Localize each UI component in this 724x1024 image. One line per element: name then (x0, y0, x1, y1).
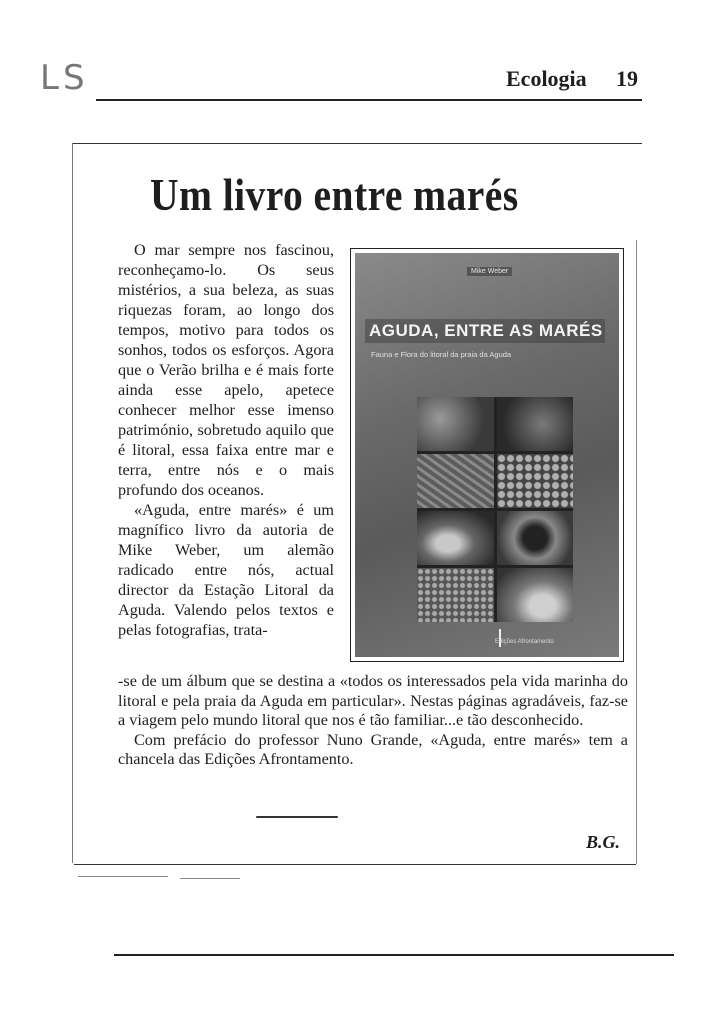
author-signature: B.G. (586, 832, 621, 852)
barnacles-photo-icon (497, 454, 574, 508)
page-bottom-rule (114, 954, 674, 956)
article-box-left-border (72, 143, 73, 863)
article-paragraph-1: O mar sempre nos fascinou, reconheçamo-lo. Os seus mistérios, a sua beleza, as suas riquezas foram, ao longo dos tempos, motivo para todos os sonhos, todos os esforços. Agora que o Verão brilha e é mais forte ainda esse apelo, apetece conhecer melhor esse imenso património, sobretudo aquilo que é litoral, essa faixa entre mar e terra, entre nós e o mais profundo dos oceanos. (118, 241, 334, 499)
article-full-width-text (118, 672, 628, 770)
article-paragraph-4: Com prefácio do professor Nuno Grande, «Aguda, entre marés» tem a chancela das Edições Afrontamento. (118, 730, 628, 768)
article-headline: Um livro entre marés (150, 169, 519, 220)
seaweed-photo-icon (497, 397, 574, 451)
sponge-photo-icon (417, 568, 494, 622)
book-photo-grid (417, 397, 573, 622)
book-cover-image (355, 253, 619, 657)
article-box-right-border (636, 240, 637, 864)
rock-pool-photo-icon (417, 397, 494, 451)
book-author: Mike Weber (467, 267, 512, 276)
crab-photo-icon (497, 568, 574, 622)
book-title: AGUDA, ENTRE AS MARÉS (369, 321, 603, 340)
scan-artifact-line (180, 878, 240, 879)
shell-photo-icon (417, 511, 494, 565)
section-title: Ecologia (506, 66, 587, 91)
scan-artifact-line (78, 876, 168, 877)
article-paragraph-2: «Aguda, entre marés» é um magnífico livro da autoria de Mike Weber, um alemão radicado entre nós, actual director da Estação Litoral da Aguda. Valendo pelos textos e pelas fotografias, trata- (118, 501, 334, 639)
book-subtitle: Fauna e Flora do litoral da praia da Aguda (371, 350, 512, 359)
handwritten-mark: LS (40, 58, 89, 98)
article-box-bottom-border (74, 864, 636, 865)
anemone-photo-icon (497, 511, 574, 565)
article-paragraph-3: -se de um álbum que se destina a «todos os interessados pela vida marinha do litoral e pela praia da Aguda em particular». Nestas páginas agradáveis, faz-se a viagem pelo mundo litoral que nos é tão familiar...e tão desconhecido. (118, 672, 628, 729)
header-rule (96, 99, 642, 101)
book-publisher: Edições Afrontamento (495, 639, 554, 645)
page-number: 19 (616, 66, 638, 91)
handwritten-underline (256, 816, 338, 818)
article-column (118, 240, 334, 640)
mussels-photo-icon (417, 454, 494, 508)
article-box-top-border (72, 143, 642, 144)
